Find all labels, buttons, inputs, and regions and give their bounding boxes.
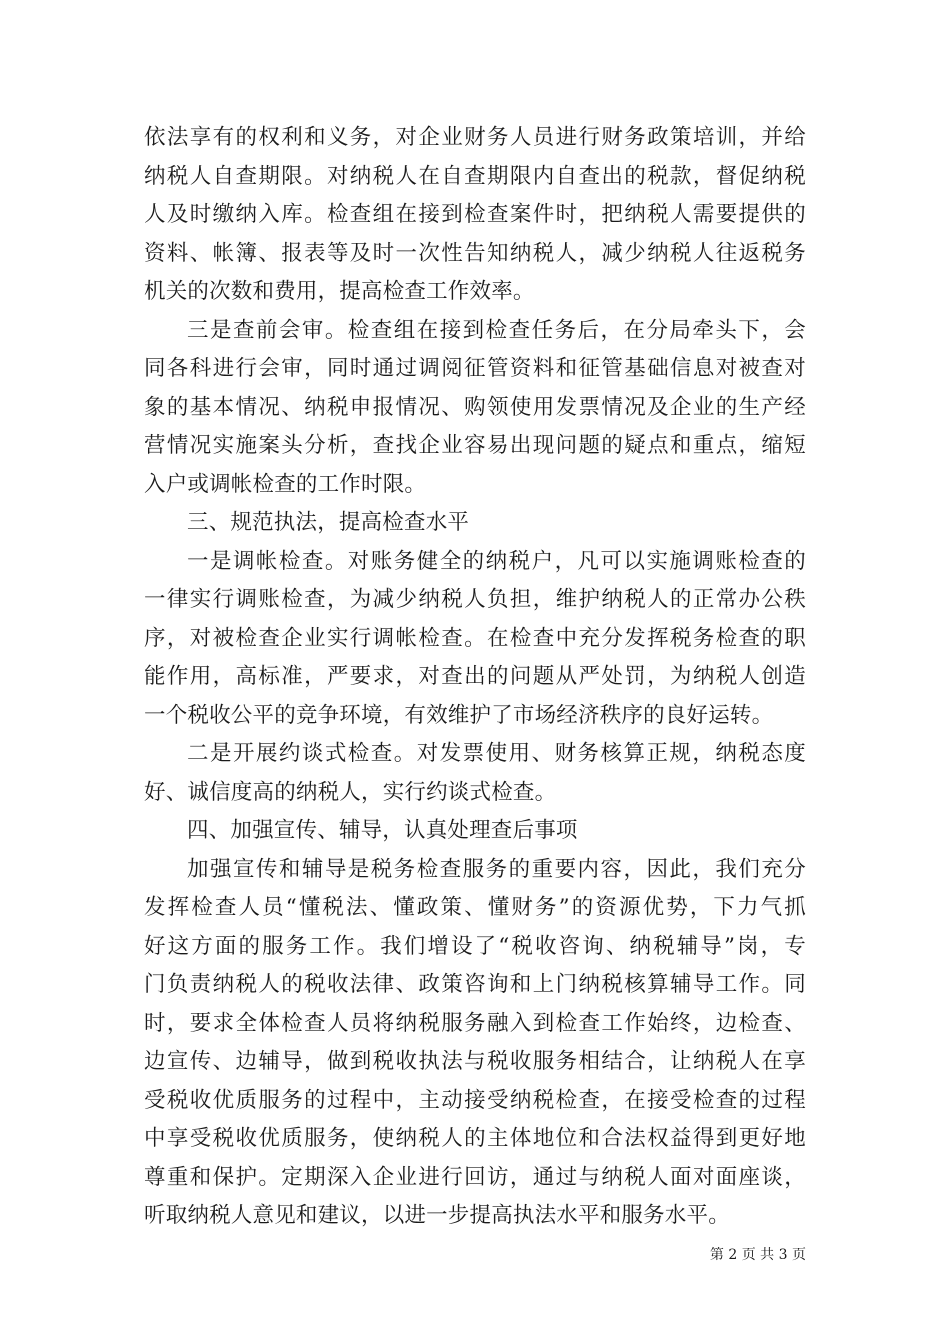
paragraph [144, 812, 806, 851]
paragraph [144, 851, 806, 1236]
text-line: 人及时缴纳入库。检查组在接到检查案件时，把纳税人需要提供的 [144, 202, 806, 227]
paragraph [144, 119, 806, 312]
paragraph [144, 543, 806, 736]
text-line: 门负责纳税人的税收法律、政策咨询和上门纳税核算辅导工作。同 [144, 972, 806, 997]
text-line: 时，要求全体检查人员将纳税服务融入到检查工作始终，边检查、 [144, 1010, 806, 1036]
text-line: 好、诚信度高的纳税人，实行约谈式检查。 [144, 779, 557, 805]
text-line: 四、加强宣传、辅导，认真处理查后事项 [187, 818, 578, 843]
text-line: 一是调帐检查。对账务健全的纳税户，凡可以实施调账检查的 [187, 548, 806, 574]
text-line: 二是开展约谈式检查。对发票使用、财务核算正规，纳税态度 [187, 741, 806, 766]
text-line: 序，对被检查企业实行调帐检查。在检查中充分发挥税务检查的职 [144, 625, 806, 651]
document-body [144, 119, 806, 1236]
page-number: 第 2 页 共 3 页 [709, 1247, 806, 1263]
text-line: 好这方面的服务工作。我们增设了“税收咨询、纳税辅导”岗，专 [144, 933, 806, 959]
paragraph [144, 312, 806, 505]
text-line: 营情况实施案头分析，查找企业容易出现问题的疑点和重点，缩短 [144, 433, 806, 458]
text-line: 机关的次数和费用，提高检查工作效率。 [144, 279, 535, 304]
text-line: 边宣传、边辅导，做到税收执法与税收服务相结合，让纳税人在享 [144, 1049, 806, 1074]
paragraph [144, 735, 806, 812]
text-line: 同各科进行会审，同时通过调阅征管资料和征管基础信息对被查对 [144, 356, 806, 381]
text-line: 听取纳税人意见和建议，以进一步提高执法水平和服务水平。 [144, 1203, 730, 1228]
text-line: 纳税人自查期限。对纳税人在自查期限内自查出的税款，督促纳税 [144, 163, 806, 189]
text-line: 依法享有的权利和义务，对企业财务人员进行财务政策培训，并给 [144, 125, 806, 150]
text-line: 加强宣传和辅导是税务检查服务的重要内容，因此，我们充分 [187, 856, 806, 882]
text-line: 能作用，高标准，严要求，对查出的问题从严处罚，为纳税人创造 [144, 664, 806, 689]
text-line: 一律实行调账检查，为减少纳税人负担，维护纳税人的正常办公秩 [144, 587, 806, 612]
text-line: 入户或调帐检查的工作时限。 [144, 471, 427, 497]
text-line: 一个税收公平的竞争环境，有效维护了市场经济秩序的良好运转。 [144, 702, 774, 728]
text-line: 三、规范执法，提高检查水平 [187, 510, 470, 535]
text-line: 象的基本情况、纳税申报情况、购领使用发票情况及企业的生产经 [144, 394, 806, 420]
text-line: 三是查前会审。检查组在接到检查任务后，在分局牵头下，会 [187, 317, 806, 343]
text-line: 受税收优质服务的过程中，主动接受纳税检查，在接受检查的过程 [144, 1087, 806, 1113]
text-line: 中享受税收优质服务，使纳税人的主体地位和合法权益得到更好地 [144, 1126, 806, 1151]
paragraph [144, 504, 806, 543]
text-line: 资料、帐簿、报表等及时一次性告知纳税人，减少纳税人往返税务 [144, 240, 806, 266]
text-line: 发挥检查人员“懂税法、懂政策、懂财务”的资源优势，下力气抓 [144, 895, 806, 920]
text-line: 尊重和保护。定期深入企业进行回访，通过与纳税人面对面座谈， [144, 1164, 806, 1190]
